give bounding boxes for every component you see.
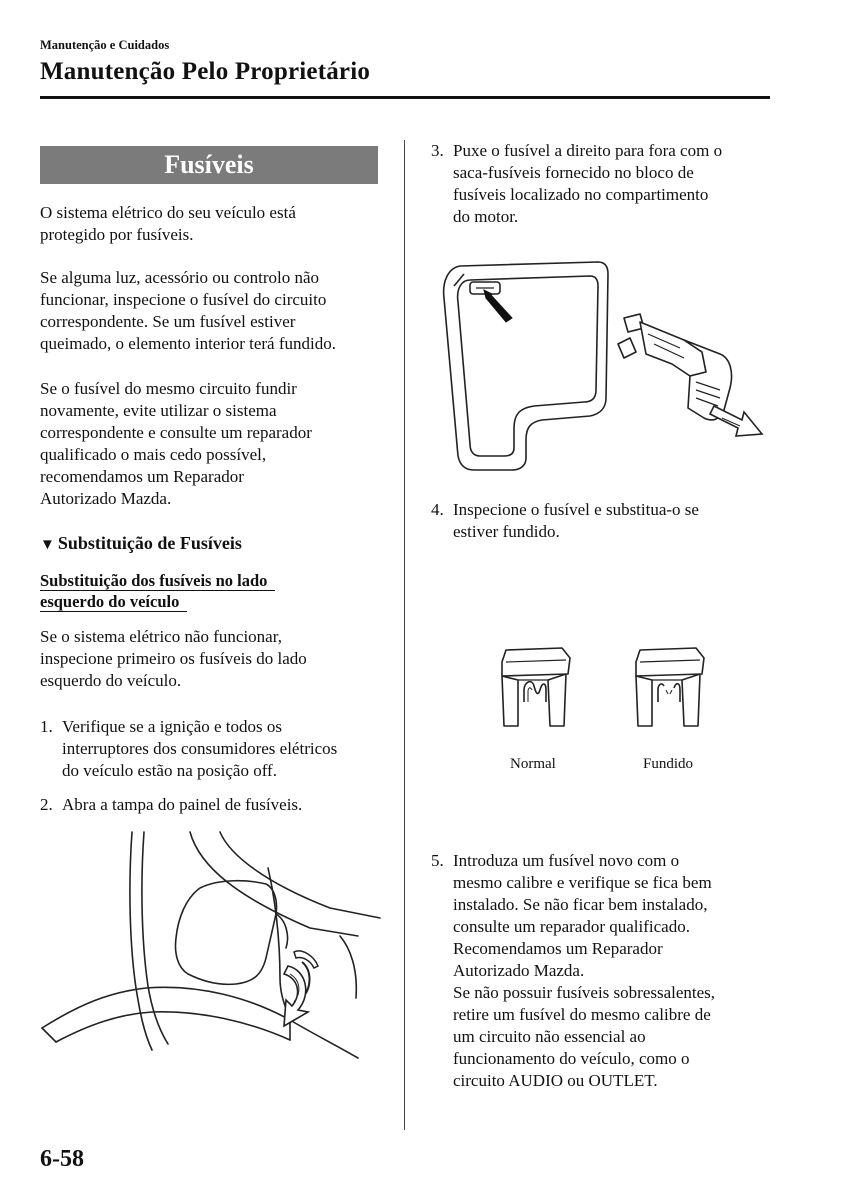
text-line: funcionamento do veículo, como o bbox=[453, 1049, 690, 1068]
step-number: 1. bbox=[40, 717, 53, 736]
step-number: 2. bbox=[40, 795, 53, 814]
text-line: saca-fusíveis fornecido no bloco de bbox=[453, 163, 694, 182]
step-1 bbox=[40, 716, 400, 786]
text-line: do veículo estão na posição off. bbox=[62, 761, 277, 780]
text-line: Verifique se a ignição e todos os bbox=[62, 717, 282, 736]
text-line: Se alguma luz, acessório ou controlo não bbox=[40, 268, 320, 287]
text-line: instalado. Se não ficar bem instalado, bbox=[453, 895, 708, 914]
fuse-puller-illustration bbox=[434, 258, 769, 478]
text-line: mesmo calibre e verifique se fica bem bbox=[453, 873, 712, 892]
normal-fuse-icon bbox=[496, 646, 574, 732]
text-line: funcionar, inspecione o fusível do circuito bbox=[40, 290, 327, 309]
text-line: qualificado o mais cedo possível, bbox=[40, 445, 267, 464]
text-line: estiver fundido. bbox=[453, 522, 560, 541]
blown-fuse-label: Fundido bbox=[643, 756, 694, 772]
subsection-heading bbox=[40, 533, 242, 554]
text-line: do motor. bbox=[453, 207, 519, 226]
step-number: 3. bbox=[431, 141, 444, 160]
blown-fuse-icon bbox=[630, 646, 708, 732]
page-number: 6-58 bbox=[40, 1146, 84, 1172]
column-divider bbox=[404, 140, 405, 1130]
text-line: consulte um reparador qualificado. bbox=[453, 917, 690, 936]
text-line: Se o sistema elétrico não funcionar, bbox=[40, 627, 282, 646]
page-title: Manutenção Pelo Proprietário bbox=[40, 58, 371, 85]
text-line: Abra a tampa do painel de fusíveis. bbox=[62, 795, 303, 814]
step-5 bbox=[431, 850, 811, 1100]
text-line: Autorizado Mazda. bbox=[40, 489, 172, 508]
text-line: Autorizado Mazda. bbox=[453, 961, 585, 980]
section-label: Manutenção e Cuidados bbox=[40, 38, 170, 52]
text-line: interruptores dos consumidores elétricos bbox=[62, 739, 338, 758]
title-rule bbox=[40, 96, 770, 99]
text-line: inspecione primeiro os fusíveis do lado bbox=[40, 649, 307, 668]
warning-paragraph bbox=[40, 378, 312, 510]
text-line: novamente, evite utilizar o sistema bbox=[40, 401, 277, 420]
text-line: protegido por fusíveis. bbox=[40, 225, 194, 244]
text-line: Inspecione o fusível e substitua-o se bbox=[453, 500, 699, 519]
text-line: um circuito não essencial ao bbox=[453, 1027, 646, 1046]
text-line: esquerdo do veículo bbox=[40, 592, 187, 612]
normal-fuse-label: Normal bbox=[510, 756, 556, 772]
text-line: esquerdo do veículo. bbox=[40, 671, 182, 690]
triangle-marker-icon: ▼ bbox=[40, 537, 55, 553]
text-line: queimado, o elemento interior terá fundido. bbox=[40, 334, 336, 353]
step-number: 4. bbox=[431, 500, 444, 519]
step-4 bbox=[431, 499, 811, 547]
text-line: correspondente. Se um fusível estiver bbox=[40, 312, 296, 331]
text-line: correspondente e consulte um reparador bbox=[40, 423, 312, 442]
section-banner: Fusíveis bbox=[40, 146, 378, 184]
left-side-paragraph bbox=[40, 626, 307, 692]
step-3 bbox=[431, 140, 811, 232]
text-line: circuito AUDIO ou OUTLET. bbox=[453, 1071, 658, 1090]
text-line: O sistema elétrico do seu veículo está bbox=[40, 203, 296, 222]
inspect-paragraph bbox=[40, 267, 336, 355]
text-line: Se o fusível do mesmo circuito fundir bbox=[40, 379, 297, 398]
text-line: Puxe o fusível a direito para fora com o bbox=[453, 141, 723, 160]
step-2 bbox=[40, 794, 400, 818]
sub-subsection-heading bbox=[40, 570, 275, 612]
text-line: Substituição dos fusíveis no lado bbox=[40, 571, 275, 591]
text-line: fusíveis localizado no compartimento bbox=[453, 185, 709, 204]
step-number: 5. bbox=[431, 851, 444, 870]
text-line: Recomendamos um Reparador bbox=[453, 939, 663, 958]
text-line: Introduza um fusível novo com o bbox=[453, 851, 680, 870]
subsection-heading-text: Substituição de Fusíveis bbox=[57, 533, 242, 553]
text-line: retire um fusível do mesmo calibre de bbox=[453, 1005, 711, 1024]
text-line: Se não possuir fusíveis sobressalentes, bbox=[453, 983, 716, 1002]
text-line: recomendamos um Reparador bbox=[40, 467, 244, 486]
intro-paragraph bbox=[40, 202, 296, 246]
fuse-panel-cover-illustration bbox=[40, 828, 400, 1068]
